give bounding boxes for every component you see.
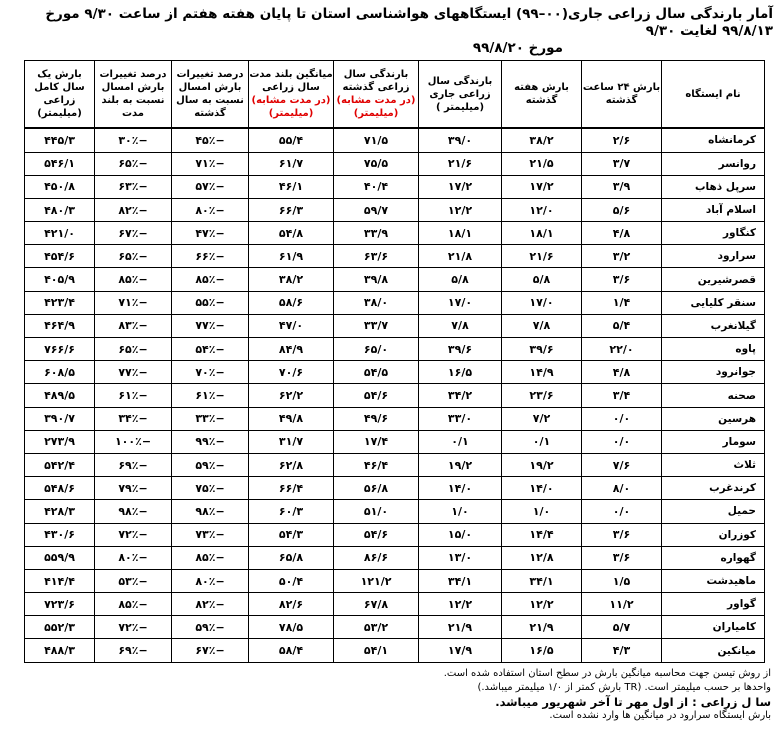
station-name-cell: حمیل <box>662 500 765 523</box>
table-cell: ۴۵۰/۸ <box>25 175 95 198</box>
table-row <box>25 152 765 175</box>
table-cell: −۴۵٪ <box>172 128 249 152</box>
table-cell: ۱۲/۸ <box>502 546 582 569</box>
column-header <box>95 61 172 129</box>
table-cell: −۶۵٪ <box>95 152 172 175</box>
table-cell: ۱/۵ <box>582 569 662 592</box>
table-cell: ۸۲/۶ <box>249 593 334 616</box>
station-name-cell: ماهیدشت <box>662 569 765 592</box>
table-cell: ۱۶/۵ <box>502 639 582 663</box>
table-cell: ۴۵۴/۶ <box>25 245 95 268</box>
table-cell: ۵۵۹/۹ <box>25 546 95 569</box>
station-name-cell: اسلام آباد <box>662 198 765 221</box>
table-cell: ۱۵/۰ <box>419 523 502 546</box>
column-header-label: بارش ۲۴ ساعت گذشته <box>582 82 661 106</box>
table-cell: ۲۱/۹ <box>502 616 582 639</box>
footnote-units: واحدها بر حسب میلیمتر است. (TR بارش کمتر از ۱/۰ میلیمتر میباشد.) <box>477 682 771 693</box>
table-cell: −۳۴٪ <box>95 407 172 430</box>
table-cell: ۲۱/۹ <box>419 616 502 639</box>
table-cell: −۸۲٪ <box>95 198 172 221</box>
table-cell: −۵۴٪ <box>172 338 249 361</box>
table-cell: ۳۸/۲ <box>249 268 334 291</box>
table-cell: −۶۱٪ <box>95 384 172 407</box>
station-name-cell: سنقر کلیایی <box>662 291 765 314</box>
column-header <box>662 61 765 129</box>
table-cell: ۰/۱ <box>419 430 502 453</box>
table-cell: ۵۰/۴ <box>249 569 334 592</box>
table-row <box>25 430 765 453</box>
table-cell: −۶۵٪ <box>95 338 172 361</box>
table-cell: ۱۲۱/۲ <box>334 569 419 592</box>
table-cell: ۷۰/۶ <box>249 361 334 384</box>
table-row <box>25 175 765 198</box>
table-cell: ۳/۶ <box>582 268 662 291</box>
table-cell: −۵۵٪ <box>172 291 249 314</box>
table-cell: −۹۸٪ <box>172 500 249 523</box>
station-name-cell: پاوه <box>662 338 765 361</box>
table-cell: ۲۷۳/۹ <box>25 430 95 453</box>
table-cell: ۳۹۰/۷ <box>25 407 95 430</box>
table-cell: ۱۷/۲ <box>502 175 582 198</box>
table-cell: −۸۵٪ <box>172 268 249 291</box>
table-cell: ۳۹/۶ <box>502 338 582 361</box>
column-header-label: بارندگی سال زراعی گذشته <box>342 69 410 93</box>
table-cell: ۱۷/۰ <box>502 291 582 314</box>
table-cell: ۶۰۸/۵ <box>25 361 95 384</box>
title-line-1: آمار بارندگی سال زراعی جاری(۰۰–۹۹) ایستگاههای هواشناسی استان تا پایان هفته هفتم از ساعت ۹/۳۰ مورخ ۹۹/۸/۱۳ لغایت ۹/۳۰ <box>45 6 773 39</box>
table-cell: ۱۳/۰ <box>419 546 502 569</box>
table-cell: ۱/۴ <box>582 291 662 314</box>
station-name-cell: سرارود <box>662 245 765 268</box>
table-cell: ۱۴/۰ <box>502 477 582 500</box>
table-cell: −۷۳٪ <box>172 523 249 546</box>
table-cell: ۳۹/۶ <box>419 338 502 361</box>
station-name-cell: سومار <box>662 430 765 453</box>
table-cell: ۱۷/۹ <box>419 639 502 663</box>
table-cell: −۵۹٪ <box>172 616 249 639</box>
table-cell: ۳/۶ <box>582 523 662 546</box>
table-cell: ۵۴۶/۱ <box>25 152 95 175</box>
column-header-subnote: (در مدت مشابه) (میلیمتر) <box>336 95 416 119</box>
station-name-cell: گواور <box>662 593 765 616</box>
table-cell: −۶۹٪ <box>95 453 172 476</box>
table-cell: ۳۳/۹ <box>334 222 419 245</box>
table-cell: ۵۵۲/۳ <box>25 616 95 639</box>
table-row <box>25 453 765 476</box>
table-row <box>25 546 765 569</box>
table-cell: ۶۵/۸ <box>249 546 334 569</box>
table-cell: −۴۷٪ <box>172 222 249 245</box>
table-cell: ۵۸/۶ <box>249 291 334 314</box>
table-cell: ۲۱/۶ <box>419 152 502 175</box>
table-cell: −۸۰٪ <box>95 546 172 569</box>
station-name-cell: روانسر <box>662 152 765 175</box>
table-cell: −۶۶٪ <box>172 245 249 268</box>
column-header-label: میانگین بلند مدت سال زراعی <box>249 69 333 93</box>
table-cell: ۴۱۴/۴ <box>25 569 95 592</box>
column-header <box>172 61 249 129</box>
table-cell: ۱۹/۲ <box>419 453 502 476</box>
table-header-row <box>25 61 765 129</box>
table-cell: ۲۱/۸ <box>419 245 502 268</box>
station-name-cell: گهواره <box>662 546 765 569</box>
table-cell: ۱۶/۵ <box>419 361 502 384</box>
table-cell: ۶۳/۶ <box>334 245 419 268</box>
table-cell: ۳/۴ <box>582 384 662 407</box>
column-header-label: درصد تغییرات بارش امسال نسبت به سال گذشته <box>176 69 244 119</box>
table-cell: ۱۴/۰ <box>419 477 502 500</box>
table-cell: ۴۲۸/۳ <box>25 500 95 523</box>
table-cell: ۳۱/۷ <box>249 430 334 453</box>
column-header <box>419 61 502 129</box>
table-cell: ۳/۷ <box>582 152 662 175</box>
table-cell: −۶۷٪ <box>172 639 249 663</box>
table-body <box>25 128 765 663</box>
table-cell: ۰/۰ <box>582 407 662 430</box>
column-header-label: بارش هفته گذشته <box>514 82 569 106</box>
table-cell: ۷/۶ <box>582 453 662 476</box>
table-cell: −۶۷٪ <box>95 222 172 245</box>
footnote-crop-year: سا ل زراعی : از اول مهر تا آخر شهریور میباشد. <box>495 695 771 709</box>
table-cell: −۶۱٪ <box>172 384 249 407</box>
table-cell: −۷۱٪ <box>95 291 172 314</box>
table-cell: ۳۳/۷ <box>334 314 419 337</box>
table-row <box>25 639 765 663</box>
table-cell: ۵۵/۴ <box>249 128 334 152</box>
table-cell: −۱۰۰٪ <box>95 430 172 453</box>
table-cell: ۰/۱ <box>502 430 582 453</box>
table-cell: ۵/۷ <box>582 616 662 639</box>
table-cell: ۳۳/۰ <box>419 407 502 430</box>
table-row <box>25 361 765 384</box>
table-cell: ۱/۰ <box>419 500 502 523</box>
table-cell: −۷۷٪ <box>172 314 249 337</box>
table-cell: ۵/۸ <box>419 268 502 291</box>
title-line-2: مورخ ۹۹/۸/۲۰ <box>472 40 563 56</box>
table-row <box>25 245 765 268</box>
table-row <box>25 500 765 523</box>
table-cell: ۶۲/۲ <box>249 384 334 407</box>
table-cell: ۱۷/۲ <box>419 175 502 198</box>
column-header-subnote: (در مدت مشابه) (میلیمتر) <box>251 95 331 119</box>
table-cell: ۴۸۰/۳ <box>25 198 95 221</box>
table-cell: −۷۲٪ <box>95 616 172 639</box>
table-cell: −۷۵٪ <box>172 477 249 500</box>
table-cell: ۱۱/۲ <box>582 593 662 616</box>
table-cell: ۵۴/۸ <box>249 222 334 245</box>
station-name-cell: کامیاران <box>662 616 765 639</box>
station-name-cell: کوزران <box>662 523 765 546</box>
table-cell: −۳۳٪ <box>172 407 249 430</box>
table-row <box>25 338 765 361</box>
table-cell: ۵۴/۱ <box>334 639 419 663</box>
table-cell: −۸۰٪ <box>172 198 249 221</box>
table-cell: −۹۸٪ <box>95 500 172 523</box>
column-header-label: بارندگی سال زراعی جاری (میلیمتر ) <box>427 75 493 113</box>
table-cell: ۴/۸ <box>582 222 662 245</box>
table-cell: ۱۲/۰ <box>502 198 582 221</box>
table-cell: ۲۱/۶ <box>502 245 582 268</box>
table-cell: ۵۱/۰ <box>334 500 419 523</box>
footnote-method: از روش تیسن جهت محاسبه میانگین بارش در سطح استان استفاده شده است. <box>443 668 771 679</box>
table-cell: ۲۱/۵ <box>502 152 582 175</box>
table-cell: ۶۶/۴ <box>249 477 334 500</box>
table-cell: ۳۴/۱ <box>502 569 582 592</box>
table-cell: ۱۷/۴ <box>334 430 419 453</box>
table-cell: −۷۰٪ <box>172 361 249 384</box>
table-cell: ۱۴/۴ <box>502 523 582 546</box>
table-cell: ۶۱/۹ <box>249 245 334 268</box>
table-cell: ۷۵/۵ <box>334 152 419 175</box>
table-cell: ۴۴۵/۳ <box>25 128 95 152</box>
table-cell: ۷۸/۵ <box>249 616 334 639</box>
table-cell: −۸۵٪ <box>172 546 249 569</box>
table-cell: −۵۹٪ <box>172 453 249 476</box>
table-cell: ۳/۹ <box>582 175 662 198</box>
column-header-label: نام ایستگاه <box>685 88 741 100</box>
table-cell: ۵/۴ <box>582 314 662 337</box>
table-cell: ۶۵/۰ <box>334 338 419 361</box>
column-header <box>25 61 95 129</box>
table-cell: ۴۹/۶ <box>334 407 419 430</box>
column-header <box>249 61 334 129</box>
footnotes <box>444 667 771 723</box>
station-name-cell: قصرشیرین <box>662 268 765 291</box>
table-cell: ۴۰/۴ <box>334 175 419 198</box>
column-header-label: بارش یک سال کامل زراعی (میلیمتر) <box>34 69 85 119</box>
table-row <box>25 268 765 291</box>
station-name-cell: صحنه <box>662 384 765 407</box>
table-cell: −۸۵٪ <box>95 593 172 616</box>
table-cell: ۴۶۴/۹ <box>25 314 95 337</box>
rainfall-table <box>24 60 765 663</box>
table-cell: −۵۳٪ <box>95 569 172 592</box>
table-cell: ۴/۳ <box>582 639 662 663</box>
table-row <box>25 569 765 592</box>
column-header <box>502 61 582 129</box>
table-cell: −۸۰٪ <box>172 569 249 592</box>
table-cell: ۸/۰ <box>582 477 662 500</box>
table-cell: ۵/۸ <box>502 268 582 291</box>
table-cell: ۲۲/۰ <box>582 338 662 361</box>
table-cell: ۱۷/۰ <box>419 291 502 314</box>
station-name-cell: سرپل ذهاب <box>662 175 765 198</box>
table-cell: ۴۶/۱ <box>249 175 334 198</box>
table-cell: ۵۴/۳ <box>249 523 334 546</box>
table-cell: ۰/۰ <box>582 430 662 453</box>
table-row <box>25 222 765 245</box>
table-cell: −۵۷٪ <box>172 175 249 198</box>
table-cell: ۴۲۱/۰ <box>25 222 95 245</box>
station-name-cell: میانکین <box>662 639 765 663</box>
table-cell: ۴۲۳/۴ <box>25 291 95 314</box>
table-cell: ۱۲/۲ <box>419 593 502 616</box>
table-cell: −۹۹٪ <box>172 430 249 453</box>
table-cell: ۶۲/۸ <box>249 453 334 476</box>
table-cell: ۵۴/۶ <box>334 384 419 407</box>
table-cell: ۷۲۳/۶ <box>25 593 95 616</box>
table-row <box>25 384 765 407</box>
table-cell: ۸۶/۶ <box>334 546 419 569</box>
table-cell: −۷۲٪ <box>95 523 172 546</box>
table-cell: ۰/۰ <box>582 500 662 523</box>
table-row <box>25 407 765 430</box>
table-row <box>25 593 765 616</box>
table-cell: ۵۴/۵ <box>334 361 419 384</box>
table-cell: −۶۵٪ <box>95 245 172 268</box>
table-cell: −۷۱٪ <box>172 152 249 175</box>
table-cell: ۵۸/۴ <box>249 639 334 663</box>
footnote-sararood: بارش ایستگاه سرارود در میانگین ها وارد نشده است. <box>549 710 771 721</box>
table-cell: −۸۲٪ <box>172 593 249 616</box>
table-cell: ۱/۰ <box>502 500 582 523</box>
column-header <box>334 61 419 129</box>
table-row <box>25 314 765 337</box>
table-cell: ۱۸/۱ <box>419 222 502 245</box>
table-cell: ۵۹/۷ <box>334 198 419 221</box>
table-cell: ۱۲/۲ <box>419 198 502 221</box>
table-cell: ۶۰/۳ <box>249 500 334 523</box>
table-cell: ۱۸/۱ <box>502 222 582 245</box>
table-cell: ۷/۸ <box>419 314 502 337</box>
table-cell: ۴/۸ <box>582 361 662 384</box>
table-cell: ۱۲/۲ <box>502 593 582 616</box>
table-cell: ۷/۲ <box>502 407 582 430</box>
table-cell: ۴۸۹/۵ <box>25 384 95 407</box>
table-cell: ۸۴/۹ <box>249 338 334 361</box>
table-cell: ۳۹/۰ <box>419 128 502 152</box>
station-name-cell: ثلاث <box>662 453 765 476</box>
table-cell: ۴۹/۸ <box>249 407 334 430</box>
table-cell: −۳۰٪ <box>95 128 172 152</box>
table-cell: ۴۸۸/۳ <box>25 639 95 663</box>
table-cell: ۶۱/۷ <box>249 152 334 175</box>
station-name-cell: هرسین <box>662 407 765 430</box>
report-title <box>4 6 773 57</box>
table-cell: ۵۳/۲ <box>334 616 419 639</box>
station-name-cell: کنگاور <box>662 222 765 245</box>
table-cell: ۱۴/۹ <box>502 361 582 384</box>
table-cell: −۶۹٪ <box>95 639 172 663</box>
table-cell: ۲/۶ <box>582 128 662 152</box>
table-row <box>25 616 765 639</box>
column-header-label: درصد تغییرات بارش امسال نسبت به بلند مدت <box>99 69 167 119</box>
table-cell: −۸۵٪ <box>95 268 172 291</box>
table-row <box>25 198 765 221</box>
table-cell: ۴۷/۰ <box>249 314 334 337</box>
table-row <box>25 523 765 546</box>
table-cell: −۷۹٪ <box>95 477 172 500</box>
table-cell: ۳۴/۱ <box>419 569 502 592</box>
table-row <box>25 477 765 500</box>
table-cell: ۳۹/۸ <box>334 268 419 291</box>
station-name-cell: کرمانشاه <box>662 128 765 152</box>
table-cell: ۲۳/۶ <box>502 384 582 407</box>
table-cell: ۵۴/۶ <box>334 523 419 546</box>
table-cell: ۳۴/۲ <box>419 384 502 407</box>
table-cell: ۴۰۵/۹ <box>25 268 95 291</box>
table-cell: ۴۶/۴ <box>334 453 419 476</box>
table-cell: ۳/۲ <box>582 245 662 268</box>
table-cell: ۵۶/۸ <box>334 477 419 500</box>
table-cell: ۳/۶ <box>582 546 662 569</box>
table-cell: ۱۹/۲ <box>502 453 582 476</box>
station-name-cell: کرندغرب <box>662 477 765 500</box>
station-name-cell: گیلانغرب <box>662 314 765 337</box>
table-cell: ۵۴۸/۶ <box>25 477 95 500</box>
table-cell: −۶۳٪ <box>95 175 172 198</box>
table-cell: ۷۱/۵ <box>334 128 419 152</box>
table-cell: ۷/۸ <box>502 314 582 337</box>
column-header <box>582 61 662 129</box>
table-cell: ۵۴۲/۴ <box>25 453 95 476</box>
station-name-cell: جوانرود <box>662 361 765 384</box>
table-row <box>25 291 765 314</box>
table-cell: −۷۷٪ <box>95 361 172 384</box>
table-cell: ۷۶۶/۶ <box>25 338 95 361</box>
table-cell: ۶۷/۸ <box>334 593 419 616</box>
table-cell: ۶۶/۳ <box>249 198 334 221</box>
table-cell: −۸۳٪ <box>95 314 172 337</box>
table-row <box>25 128 765 152</box>
table-cell: ۳۸/۲ <box>502 128 582 152</box>
table-cell: ۵/۶ <box>582 198 662 221</box>
table-cell: ۴۳۰/۶ <box>25 523 95 546</box>
table-cell: ۳۸/۰ <box>334 291 419 314</box>
